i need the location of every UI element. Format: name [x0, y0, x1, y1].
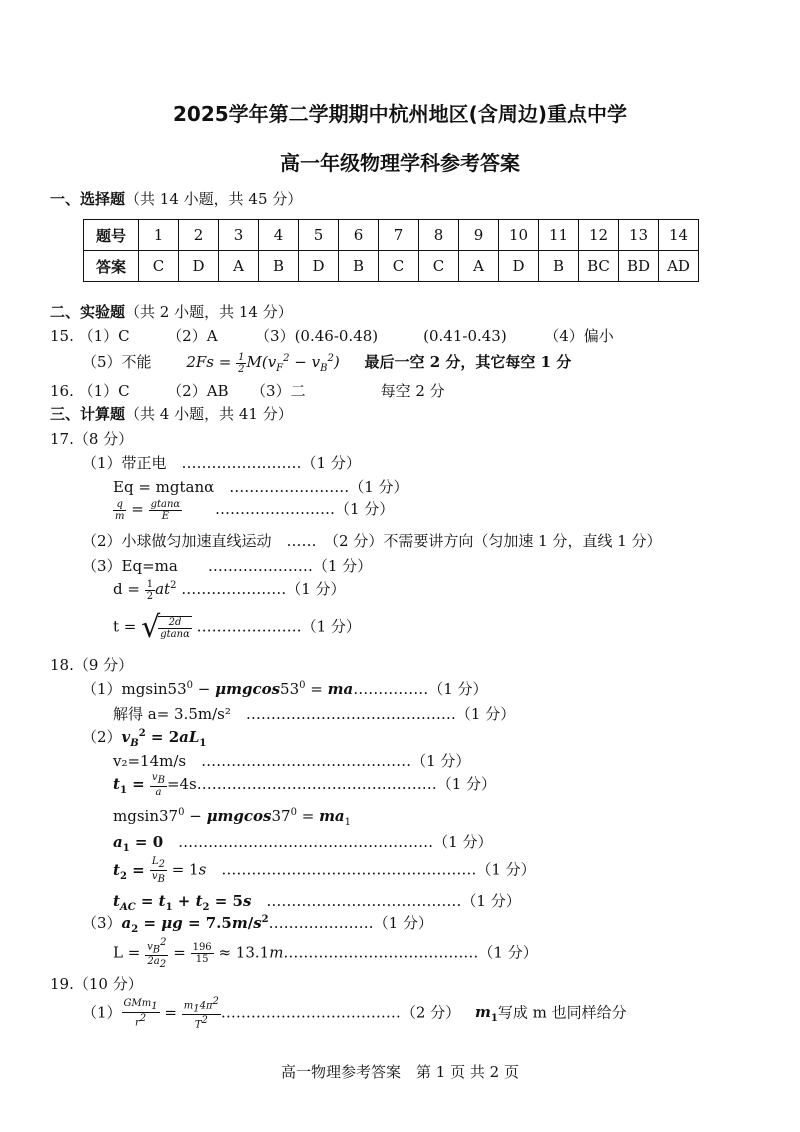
- section2-header: [50, 301, 293, 322]
- table-cell: 6: [339, 220, 379, 251]
- q18-t2-score: ……………………………………………（1 分）: [221, 860, 536, 879]
- q15-part5: （5）不能: [82, 353, 152, 371]
- q18-part1: $(1)mgsin53^0 - \mu mgcos53^0$ = ma……………（1 分）: [82, 680, 488, 698]
- q18-length-score: …………………………………（1 分）: [283, 943, 538, 962]
- q18-vb: v₂=14m/s ……………………………………（1 分）: [113, 752, 471, 770]
- table-cell: 13: [619, 220, 659, 251]
- table-cell: A: [219, 251, 259, 282]
- q19-part1: （1） $\frac{GMm_1}{r^2}$ = $\frac{m_14\pi^2}{T^2}$ ………………………………（2 分） $m_1$写成 m 也同样给分: [82, 996, 627, 1031]
- table-cell: 14: [659, 220, 699, 251]
- q15-line1: 15. （1）C （2）A （3）(0.46-0.48) (0.41-0.43) （4）偏小: [50, 327, 614, 345]
- section3-note: （共 4 小题，共 41 分）: [125, 405, 293, 423]
- q17-eq4: t = √ $\frac{2d}{gtan\alpha}$ …………………（1 分）: [113, 610, 361, 645]
- table-cell: AD: [659, 251, 699, 282]
- sqrt-symbol: √ $\frac{2d}{gtan\alpha}$: [141, 610, 190, 645]
- table-cell: 8: [419, 220, 459, 251]
- q18-result-a: 解得 a= 3.5m/s² ……………………………………（1 分）: [113, 705, 516, 723]
- table-row-numbers: [84, 220, 699, 251]
- q17-header: 17.（8 分）: [50, 430, 134, 448]
- q18-eq2: $mgsin37^0 - \mu mgcos37^0 = ma_1$: [113, 807, 352, 828]
- table-cell: 7: [379, 220, 419, 251]
- q17-part1: （1）带正电 ……………………（1 分）: [82, 454, 361, 472]
- table-cell: 1: [139, 220, 179, 251]
- q17-part2: （2）小球做匀加速直线运动 …… （2 分）不需要讲方向（匀加速 1 分，直线 1 分）: [82, 532, 662, 550]
- q18-part1-score: ……………（1 分）: [353, 680, 488, 698]
- table-cell: 5: [299, 220, 339, 251]
- table-cell: D: [179, 251, 219, 282]
- table-cell: B: [259, 251, 299, 282]
- table-cell: C: [139, 251, 179, 282]
- q15-line2: [82, 351, 571, 375]
- table-cell: 11: [539, 220, 579, 251]
- q18-part2: $(2)v_B^2 = 2aL_1$: [82, 728, 207, 749]
- table-cell: 12: [579, 220, 619, 251]
- section1-header: [50, 188, 302, 209]
- table-cell: 4: [259, 220, 299, 251]
- section2-note: （共 2 小题，共 14 分）: [125, 303, 293, 321]
- page-title: 2025学年第二学期期中杭州地区(含周边)重点中学: [173, 102, 627, 126]
- q18-a1: $a_1 = 0$ ……………………………………………（1 分）: [113, 833, 493, 854]
- table-cell: 10: [499, 220, 539, 251]
- q18-header: 18.（9 分）: [50, 656, 134, 674]
- table-cell: D: [299, 251, 339, 282]
- q17-eq3: d = $\frac{1}{2}$ $at^2$ …………………（1 分）: [113, 578, 346, 602]
- table-cell: 9: [459, 220, 499, 251]
- table-cell: C: [379, 251, 419, 282]
- q17-part3: （3）Eq=ma …………………（1 分）: [82, 557, 373, 575]
- answer-table: [83, 219, 699, 282]
- table-cell: 2: [179, 220, 219, 251]
- q17-eq4-score: …………………（1 分）: [196, 617, 361, 636]
- section1-note: （共 14 小题，共 45 分）: [125, 190, 303, 208]
- q18-t1: $t_1$ = $\frac{v_B}{a}$ =4s…………………………………………（1 分）: [113, 772, 497, 798]
- page-subtitle: 高一年级物理学科参考答案: [280, 151, 520, 175]
- q17-fraction: $\frac{q}{m}$: [115, 498, 125, 522]
- q18-t2: $t_2$ = $\frac{L_2}{v_B}$ = 1s ……………………………………………（1 分）: [113, 856, 536, 885]
- q18-part3: $(3)a_2 = \mu g$ = $7.5m/s^2\dots\dots\dots\dots\dots\dots\dots(1$ 分）: [82, 914, 433, 935]
- q18-part2-label: （2）: [82, 728, 122, 746]
- q18-a1-score: ……………………………………………（1 分）: [178, 833, 493, 851]
- q17-eq2: $\frac{q}{m}$ = $\frac{gtan\alpha}{E}$ ……………………（1 分）: [115, 498, 395, 522]
- q18-a2-score: …………………（1 分）: [268, 914, 433, 932]
- row-label-number: 题号: [84, 220, 139, 251]
- section3-heading: 三、计算题: [50, 405, 126, 423]
- q19-note: 写成 m 也同样给分: [497, 1003, 627, 1022]
- row-label-answer: 答案: [84, 251, 139, 282]
- q17-eq2-score: ……………………（1 分）: [214, 500, 395, 518]
- q15-formula: 2Fs = $\frac{1}{2}$ $M(v_F^2 - v_B^2)$: [186, 351, 340, 375]
- q16-line: 16. （1）C （2）AB （3）二 每空 2 分: [50, 382, 445, 400]
- table-row-answers: [84, 251, 699, 282]
- table-cell: C: [419, 251, 459, 282]
- q18-tac-score: …………………………………（1 分）: [266, 892, 521, 910]
- q17-eq1: Eq = mgtanα ……………………（1 分）: [113, 478, 409, 496]
- section3-header: [50, 403, 293, 424]
- table-cell: BD: [619, 251, 659, 282]
- table-cell: 3: [219, 220, 259, 251]
- q19-header: 19.（10 分）: [50, 975, 143, 993]
- table-cell: A: [459, 251, 499, 282]
- section1-heading: 一、选择题: [50, 190, 126, 208]
- table-cell: D: [499, 251, 539, 282]
- q18-length: L = $\frac{v_B^2}{2a_2}$ = $\frac{196}{15}$ ≈ 13.1m…………………………………（1 分）: [113, 937, 538, 971]
- q17-eq3-score: …………………（1 分）: [181, 580, 346, 598]
- section2-heading: 二、实验题: [50, 303, 126, 321]
- q18-tac: $t_{AC} = t_1 + t_2 = 5s$ …………………………………（1 分）: [113, 892, 521, 913]
- table-cell: BC: [579, 251, 619, 282]
- q19-part1-score: ………………………………（2 分）: [220, 1003, 461, 1022]
- page-footer: 高一物理参考答案 第 1 页 共 2 页: [281, 1063, 519, 1081]
- table-cell: B: [539, 251, 579, 282]
- q18-t1-score: =4s…………………………………………（1 分）: [166, 775, 497, 793]
- q15-score-note: 最后一空 2 分，其它每空 1 分: [364, 353, 572, 371]
- table-cell: B: [339, 251, 379, 282]
